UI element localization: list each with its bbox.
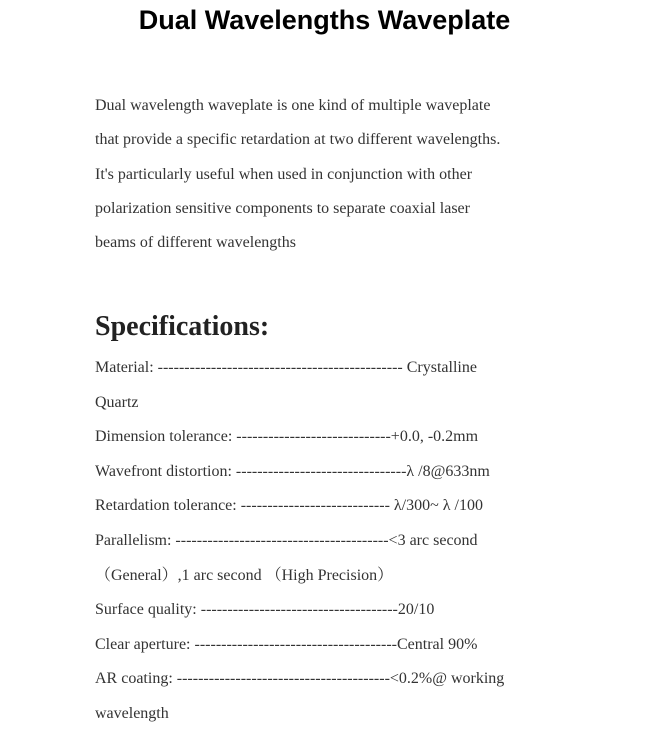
spec-line-parallelism-cont: （General）,1 arc second （High Precision） <box>95 566 394 584</box>
intro-paragraph <box>95 92 565 263</box>
page-title: Dual Wavelengths Waveplate <box>138 5 511 35</box>
intro-line: It's particularly useful when used in conjunction with other <box>95 165 473 183</box>
intro-line: that provide a specific retardation at two different wavelengths. <box>95 131 501 149</box>
spec-line-retardation-tolerance: Retardation tolerance: ---------------------------- λ/300~ λ /100 <box>95 497 483 515</box>
specifications-heading: Specifications: <box>95 311 270 342</box>
spec-line-wavefront-distortion: Wavefront distortion: --------------------------------λ /8@633nm <box>95 462 490 480</box>
spec-line-material: Material: ---------------------------------------------- Crystalline <box>95 359 477 376</box>
spec-line-parallelism: Parallelism: ----------------------------------------<3 arc second <box>95 531 478 549</box>
spec-line-dimension-tolerance: Dimension tolerance: -----------------------------+0.0, -0.2mm <box>95 428 479 446</box>
spec-line-ar-coating-cont: wavelength <box>95 704 169 722</box>
specifications-list <box>95 352 615 733</box>
intro-line: beams of different wavelengths <box>95 234 296 252</box>
spec-line-ar-coating: AR coating: ----------------------------------------<0.2%@ working <box>95 670 505 688</box>
spec-line-surface-quality: Surface quality: -------------------------------------20/10 <box>95 601 435 619</box>
intro-line: polarization sensitive components to separate coaxial laser <box>95 199 470 217</box>
spec-line-clear-aperture: Clear aperture: --------------------------------------Central 90% <box>95 635 478 653</box>
spec-line-material-cont: Quartz <box>95 393 139 411</box>
intro-line: Dual wavelength waveplate is one kind of multiple waveplate <box>95 97 491 114</box>
